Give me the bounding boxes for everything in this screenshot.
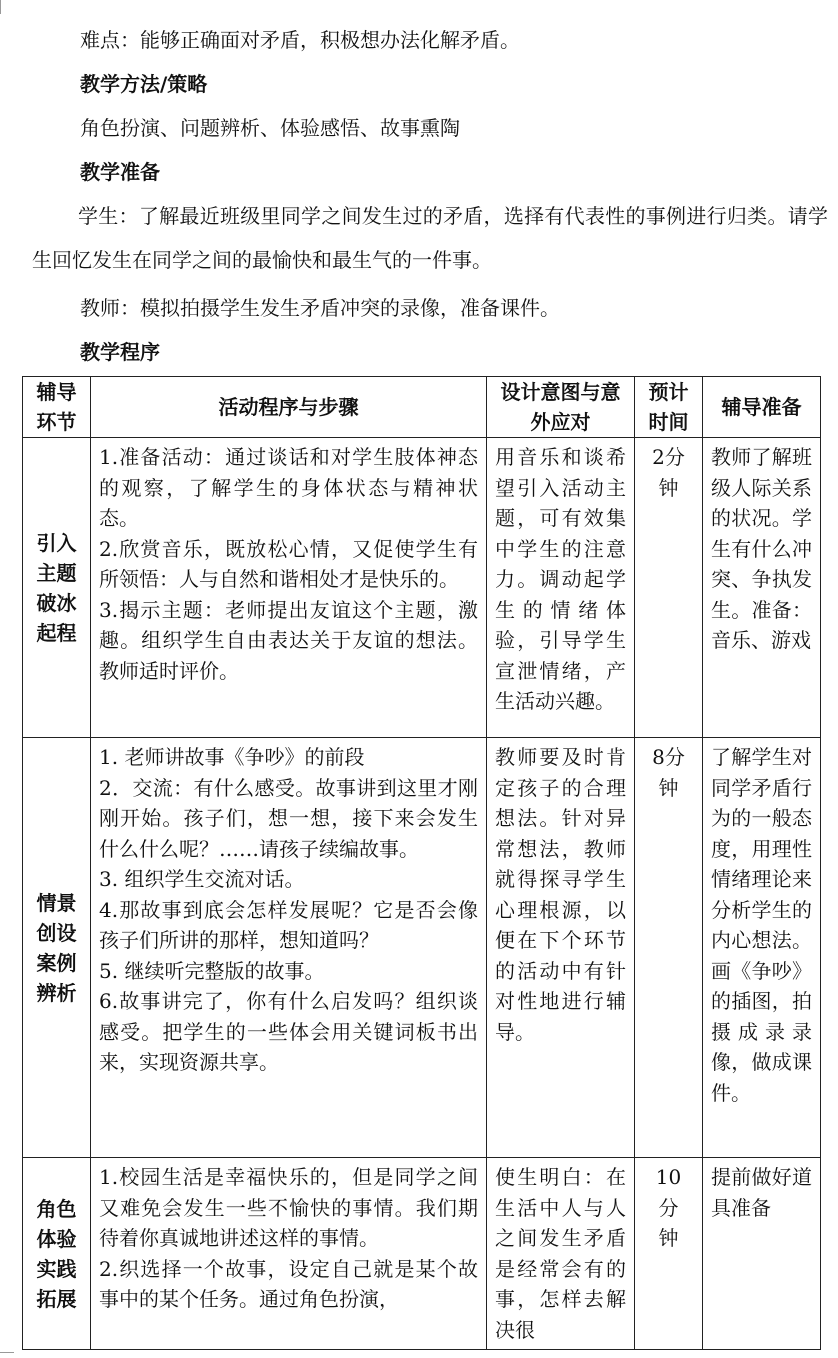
activity-step: 3. 组织学生交流对话。 [99,867,305,891]
header-time: 预计时间 [635,377,703,438]
design-cell [487,738,635,1158]
design-text: 教师要及时肯定孩子的合理想法。针对异常想法，教师就得探寻学生心理根源，以便在下个环节的活动中有针对性地进行辅导。 [495,745,626,1044]
table-row [23,438,821,738]
table-row [23,738,821,1158]
design-cell [487,1158,635,1350]
prep-heading: 教学准备 [80,160,160,184]
table-row [23,1158,821,1350]
header-segment: 辅导环节 [23,377,91,438]
activities-cell [91,1158,487,1350]
page-corner-mark [0,0,1,14]
prep-text: 提前做好道具准备 [711,1165,812,1220]
prep-student-text: 学生：了解最近班级里同学之间发生过的矛盾，选择有代表性的事例进行归类。请学生回忆发生在同学之间的最愉快和最生气的一件事。 [32,204,828,272]
design-cell [487,438,635,738]
header-prep: 辅导准备 [703,377,821,438]
activity-step: 1. 老师讲故事《争吵》的前段 [99,745,365,769]
method-text: 角色扮演、问题辨析、体验感悟、故事熏陶 [80,116,460,140]
prep-text: 了解学生对同学矛盾行为的一般态度，用理性情绪理论来分析学生的内心想法。画《争吵》的插图，拍摄成录录像，做成课件。 [711,745,812,1105]
difficulty-text: 难点：能够正确面对矛盾，积极想办法化解矛盾。 [80,28,520,52]
activity-step: 1.准备活动：通过谈话和对学生肢体神态的观察，了解学生的身体状态与精神状态。 [99,445,478,530]
activity-step: 4.那故事到底会怎样发展呢？它是否会像孩子们所讲的那样，想知道吗？ [99,897,478,952]
segment-cell: 引入主题破冰起程 [23,438,91,738]
activity-step: 3.揭示主题：老师提出友谊这个主题，激趣。组织学生自由表达关于友谊的想法。教师适时评价。 [99,597,478,683]
prep-cell [703,438,821,738]
header-activities: 活动程序与步骤 [91,377,487,438]
prep-cell [703,1158,821,1350]
activity-step: 2.欣赏音乐，既放松心情，又促使学生有所领悟：人与自然和谐相处才是快乐的。 [99,536,478,591]
procedure-heading: 教学程序 [80,340,160,364]
design-text: 使生明白：在生活中人与人之间发生矛盾是经常会有的事，怎样去解决很 [495,1165,626,1342]
time-cell: 2分钟 [635,438,703,738]
activity-step: 2.织选择一个故事，设定自己就是某个故事中的某个任务。通过角色扮演， [99,1256,478,1311]
teaching-procedure-table [22,376,821,1350]
time-cell: 10分钟 [635,1158,703,1350]
activity-step: 2．交流：有什么感受。故事讲到这里才刚刚开始。孩子们，想一想，接下来会发生什么什么呢？……请孩子续编故事。 [99,775,478,861]
activities-cell [91,738,487,1158]
activity-step: 1.校园生活是幸福快乐的，但是同学之间又难免会发生一些不愉快的事情。我们期待着你真诚地讲述这样的事情。 [99,1165,478,1250]
time-cell: 8分钟 [635,738,703,1158]
activities-cell [91,438,487,738]
method-heading: 教学方法/策略 [80,72,208,96]
segment-cell: 角色体验实践拓展 [23,1158,91,1350]
design-text: 用音乐和谈希望引入活动主题，可有效集中学生的注意力。调动起学生的情绪体验，引导学生宣泄情绪，产生活动兴趣。 [495,445,626,713]
activity-step: 6.故事讲完了，你有什么启发吗？组织谈感受。把学生的一些体会用关键词板书出来，实现资源共享。 [99,989,478,1074]
prep-text: 教师了解班级人际关系的状况。学生有什么冲突、争执发生。准备：音乐、游戏 [711,445,812,652]
header-design: 设计意图与意外应对 [487,377,635,438]
activity-step: 5. 继续听完整版的故事。 [99,958,325,983]
table-header-row [23,377,821,438]
page-corner-mark [0,1352,14,1353]
prep-teacher-text: 教师：模拟拍摄学生发生矛盾冲突的录像，准备课件。 [80,296,560,320]
segment-cell: 情景创设案例辨析 [23,738,91,1158]
prep-cell [703,738,821,1158]
